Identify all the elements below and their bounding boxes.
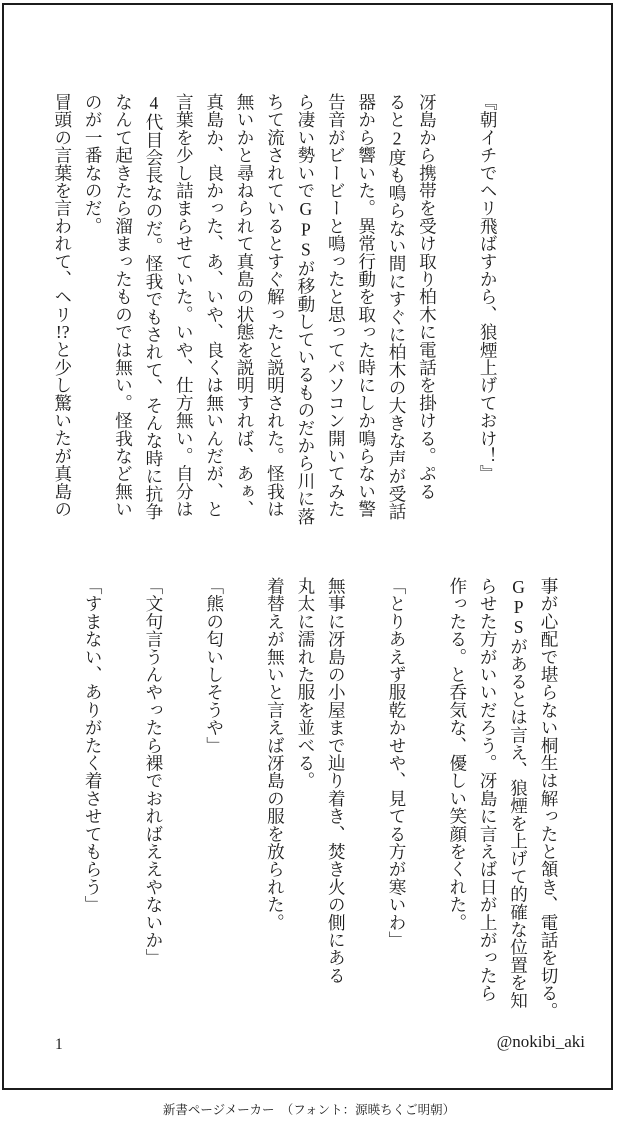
tatechuyoko-exclamation-question: !? bbox=[55, 323, 70, 341]
blank-line bbox=[169, 577, 199, 1029]
blank-line bbox=[534, 93, 564, 545]
page-number: 1 bbox=[55, 1036, 63, 1053]
text-line: 「とりあえず服乾かせや、見てる方が寒いわ」 bbox=[387, 577, 408, 949]
top-text-block bbox=[46, 93, 564, 545]
text-line: 無事に冴島の小屋まで辿り着き、焚き火の側にある bbox=[326, 577, 347, 985]
text-line: 丸太に濡れた服を並べる。 bbox=[295, 577, 316, 790]
blank-line bbox=[47, 577, 77, 1029]
blank-line bbox=[108, 577, 138, 1029]
text-line: 「熊の匂いしそうや」 bbox=[204, 577, 225, 754]
text-line: なんて起きたら溜まったものでは無い。怪我など無い bbox=[113, 93, 134, 518]
text-line: 着替えが無いと言えば冴島の服を放られた。 bbox=[265, 577, 286, 931]
text-line: 「すまない、ありがたく着させてもらう」 bbox=[83, 577, 104, 914]
blank-line bbox=[442, 93, 472, 545]
text-line: ちて流されているとすぐ解ったと説明された。怪我は bbox=[265, 93, 286, 518]
blank-line bbox=[351, 577, 381, 1029]
author-handle: @nokibi_aki bbox=[496, 1032, 585, 1051]
bottom-text-block bbox=[46, 577, 564, 1029]
text-line: 真島か、良かった、あ、いや、良くは無いんだが、と bbox=[204, 93, 225, 518]
blank-line bbox=[230, 577, 260, 1029]
text-line: 事が心配で堪らない桐生は解ったと頷き、電話を切る。 bbox=[539, 577, 559, 1020]
text-line: GPSがあるとは言え、狼煙を上げて的確な位置を知 bbox=[508, 577, 529, 1009]
text-line: 告音がビービーと鳴ったと思ってパソコン開いてみた bbox=[326, 93, 347, 518]
text-line: 『朝イチでヘリ飛ばすから、狼煙上げておけ！』 bbox=[478, 93, 499, 483]
blank-line bbox=[503, 93, 533, 545]
footer-caption: 新書ページメーカー （フォント：源暎ちくご明朝） bbox=[162, 1103, 456, 1117]
text-line: 4代目会長なのだ。怪我でもされて、そんな時に抗争 bbox=[143, 93, 164, 521]
text-line: 無いかと尋ねられて真島の状態を説明すれば、あぁ、 bbox=[235, 93, 256, 518]
text-line: 作ったる。と呑気な、優しい笑顔をくれた。 bbox=[447, 577, 468, 931]
text-line: 「文句言うんやったら裸でおればええやないか」 bbox=[143, 577, 164, 967]
text-line: ら凄い勢いでGPSが移動しているものだから川に落 bbox=[295, 93, 316, 525]
text-line: 言葉を少し詰まらせていた。いや、仕方無い。自分は bbox=[174, 93, 195, 518]
blank-line bbox=[412, 577, 442, 1029]
text-line: らせた方がいいだろう。冴島に言えば日が上がったら bbox=[478, 577, 499, 1002]
text-line: ると2度も鳴らない間にすぐに柏木の大きな声が受話 bbox=[387, 93, 408, 521]
text-line: 冒頭の言葉を言われて、ヘリ!?と少し驚いたが真島の bbox=[52, 93, 73, 518]
text-line: 器から響いた。異常行動を取った時にしか鳴らない警 bbox=[356, 93, 377, 518]
text-line: のが一番なのだ。 bbox=[83, 93, 104, 235]
text-line: 冴島から携帯を受け取り柏木に電話を掛ける。ぷる bbox=[417, 93, 438, 501]
